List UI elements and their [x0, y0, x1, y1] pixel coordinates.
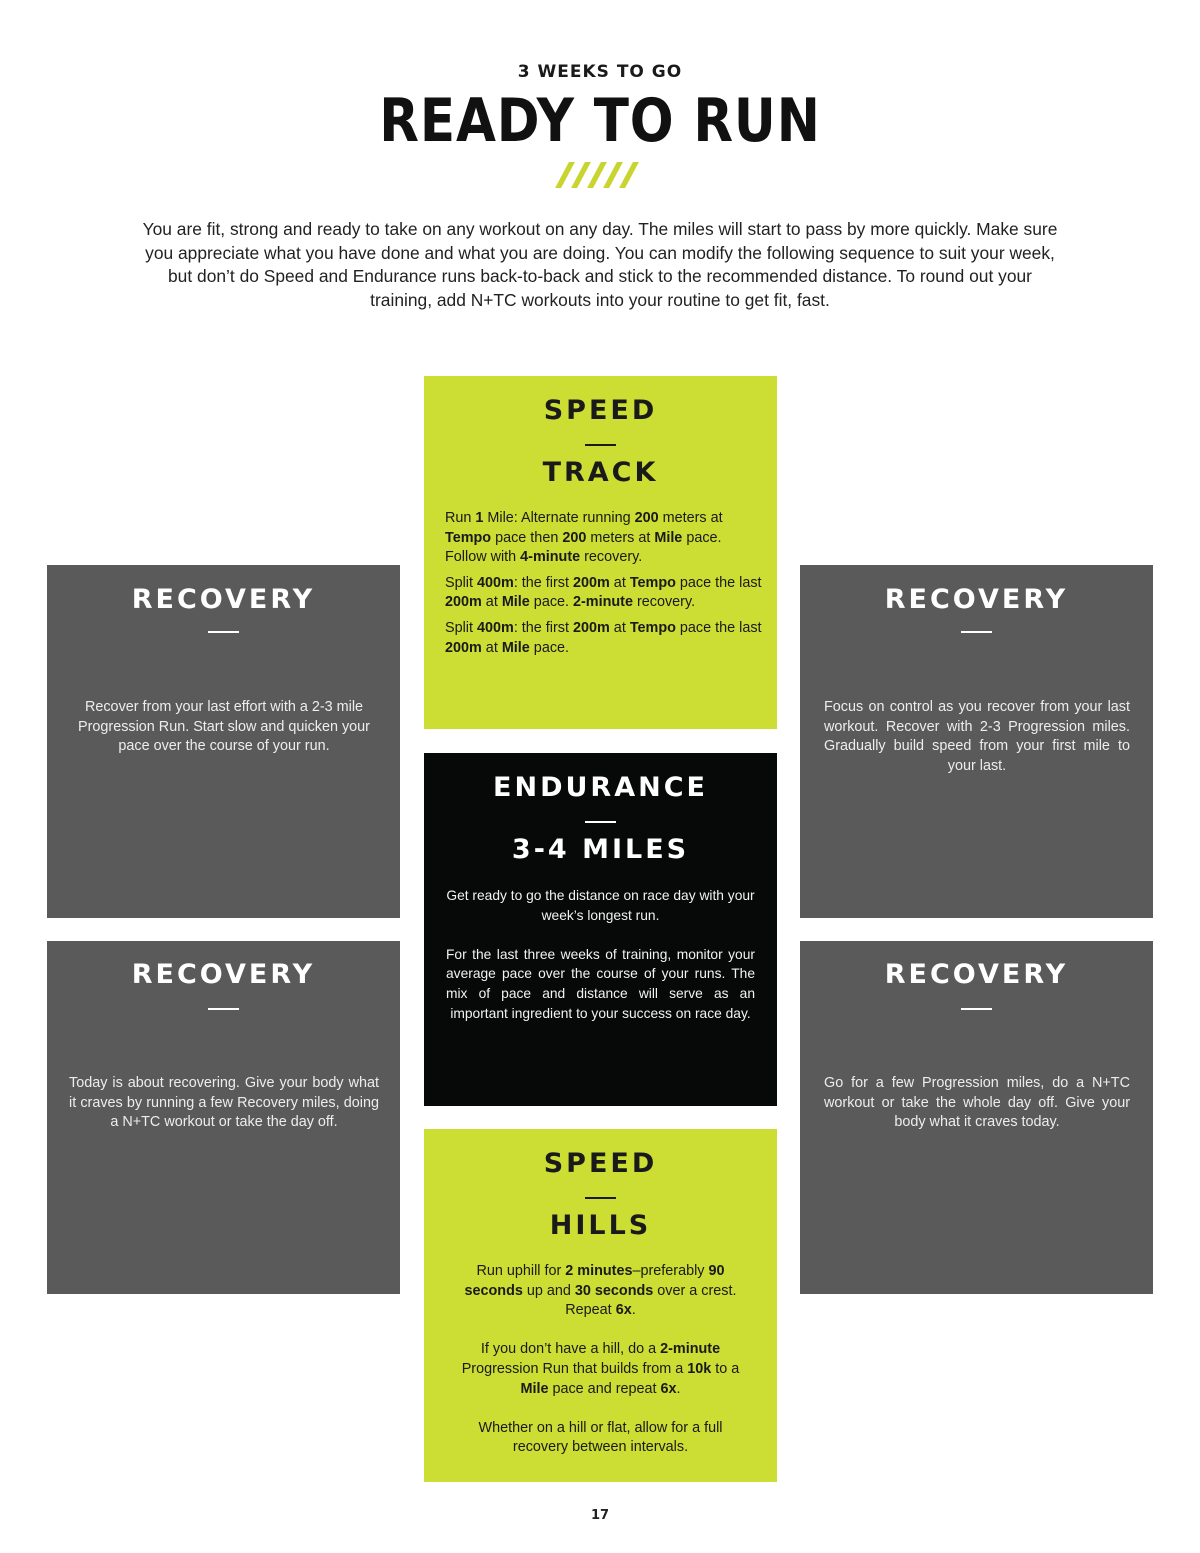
text-run: recovery. — [632, 594, 696, 611]
text-run: at — [609, 619, 630, 636]
card-paragraph — [452, 1340, 749, 1399]
card-title: SPEED — [543, 395, 658, 426]
bold-text-run: Mile — [501, 639, 530, 656]
text-run: pace. Follow with — [445, 529, 722, 566]
text-run: meters at — [586, 529, 655, 546]
card-divider — [585, 444, 616, 446]
recovery-card-top-left — [47, 565, 400, 918]
card-subtitle: 3-4 MILES — [511, 834, 690, 865]
text-run: over a crest. Repeat — [565, 1282, 737, 1319]
text-run: meters at — [658, 510, 723, 526]
text-run: : the first — [513, 619, 573, 636]
intro-paragraph: You are fit, strong and ready to take on any workout on any day. The miles will start to pass by more quickly. Make sure you appreciate what you have done and what you are doing. You can modify the following sequence to suit your week, but don’t do Speed and Endurance runs back-to-back and stick to the recommended distance. To round out your training, add N+TC workouts into your routine to get fit, fast. — [142, 219, 1058, 310]
recovery-card-bottom-left — [47, 941, 400, 1294]
text-run: . — [676, 1380, 681, 1397]
text-run: Mile: Alternate running — [483, 510, 635, 526]
card-body — [445, 509, 765, 658]
text-run: Whether on a hill or flat, allow for a full recovery between intervals. — [478, 1419, 723, 1456]
card-paragraph: For the last three weeks of training, monitor your average pace over the course of your runs. The mix of pace and distance will serve as an important ingredient to your success on race day. — [446, 946, 755, 1021]
card-title: RECOVERY — [131, 959, 316, 990]
card-divider — [961, 631, 992, 633]
bold-text-run: 2-minute — [660, 1341, 721, 1358]
text-run: to a — [711, 1360, 740, 1377]
text-run: pace the last — [675, 619, 762, 636]
text-run: Run uphill for — [476, 1263, 566, 1279]
section-kicker: 3 WEEKS TO GO — [517, 62, 683, 82]
text-run: recovery. — [580, 549, 643, 566]
text-run: Run — [445, 510, 476, 526]
bold-text-run: Mile — [654, 529, 683, 546]
card-divider — [961, 1008, 992, 1010]
card-body: Focus on control as you recover from your last workout. Recover with 2-3 Progression miles. Gradually build speed from your first mile to your last. — [824, 699, 1130, 774]
bold-text-run: 30 seconds — [574, 1282, 654, 1299]
text-run: . — [631, 1302, 636, 1319]
bold-text-run: Tempo — [629, 619, 676, 636]
card-divider — [208, 1008, 239, 1010]
card-paragraph: Get ready to go the distance on race day with your week’s longest run. — [446, 888, 755, 923]
card-body — [446, 886, 755, 1023]
slash-divider-icon — [556, 162, 646, 188]
bold-text-run: Mile — [520, 1380, 549, 1397]
bold-text-run: 6x — [615, 1302, 632, 1319]
text-run: pace. — [529, 639, 570, 656]
text-run: If you don’t have a hill, do a — [480, 1341, 661, 1358]
bold-text-run: 200 — [634, 510, 659, 526]
text-run: pace and repeat — [548, 1380, 661, 1397]
bold-text-run: 10k — [687, 1360, 712, 1377]
bold-text-run: 200 — [562, 529, 587, 546]
card-subtitle: HILLS — [549, 1210, 652, 1241]
card-divider — [585, 1197, 616, 1199]
text-run: –preferably — [632, 1263, 709, 1279]
bold-text-run: 400m — [477, 619, 514, 636]
card-divider — [585, 821, 616, 823]
text-run: up and — [522, 1282, 575, 1299]
card-paragraph — [452, 1419, 749, 1458]
bold-text-run: 200m — [573, 574, 610, 591]
text-run: at — [609, 574, 630, 591]
text-run: at — [481, 594, 502, 611]
card-paragraph — [445, 574, 765, 613]
text-run: Split — [445, 574, 477, 591]
card-body — [452, 1262, 749, 1458]
text-run: pace the last — [675, 574, 762, 591]
card-title: RECOVERY — [131, 584, 316, 615]
recovery-card-bottom-right — [800, 941, 1153, 1294]
card-paragraph — [452, 1262, 749, 1321]
text-run: pace. — [529, 594, 574, 611]
endurance-card — [424, 753, 777, 1106]
card-subtitle: TRACK — [542, 457, 659, 488]
bold-text-run: Tempo — [445, 529, 492, 546]
page-title: READY TO RUN — [379, 86, 821, 156]
recovery-card-top-right — [800, 565, 1153, 918]
bold-text-run: Tempo — [629, 574, 676, 591]
bold-text-run: 2-minute — [573, 594, 633, 611]
card-body: Today is about recovering. Give your body what it craves by running a few Recovery miles, doing a N+TC workout or take the day off. — [69, 1075, 379, 1131]
text-run: pace then — [491, 529, 563, 546]
speed-hills-card — [424, 1129, 777, 1482]
text-run: : the first — [513, 574, 573, 591]
bold-text-run: 400m — [477, 574, 514, 591]
bold-text-run: 4-minute — [520, 549, 581, 566]
bold-text-run: 6x — [660, 1380, 677, 1397]
card-paragraph — [445, 509, 765, 568]
bold-text-run: 200m — [445, 639, 482, 656]
bold-text-run: 200m — [573, 619, 610, 636]
bold-text-run: 200m — [445, 594, 482, 611]
card-title: ENDURANCE — [493, 772, 708, 803]
card-body: Go for a few Progression miles, do a N+TC workout or take the whole day off. Give your body what it craves today. — [824, 1075, 1130, 1131]
bold-text-run: 2 minutes — [565, 1263, 633, 1279]
text-run: at — [481, 639, 502, 656]
card-title: SPEED — [543, 1148, 658, 1179]
page-number: 17 — [590, 1508, 610, 1523]
bold-text-run: 90 seconds — [464, 1263, 725, 1299]
card-divider — [208, 631, 239, 633]
card-title: RECOVERY — [884, 959, 1069, 990]
bold-text-run: 1 — [475, 510, 484, 526]
card-paragraph — [445, 619, 765, 658]
card-body: Recover from your last effort with a 2-3 mile Progression Run. Start slow and quicken your pace over the course of your run. — [78, 699, 370, 755]
speed-track-card — [424, 376, 777, 729]
text-run: Progression Run that builds from a — [461, 1360, 688, 1377]
bold-text-run: Mile — [501, 594, 530, 611]
card-title: RECOVERY — [884, 584, 1069, 615]
text-run: Split — [445, 619, 477, 636]
